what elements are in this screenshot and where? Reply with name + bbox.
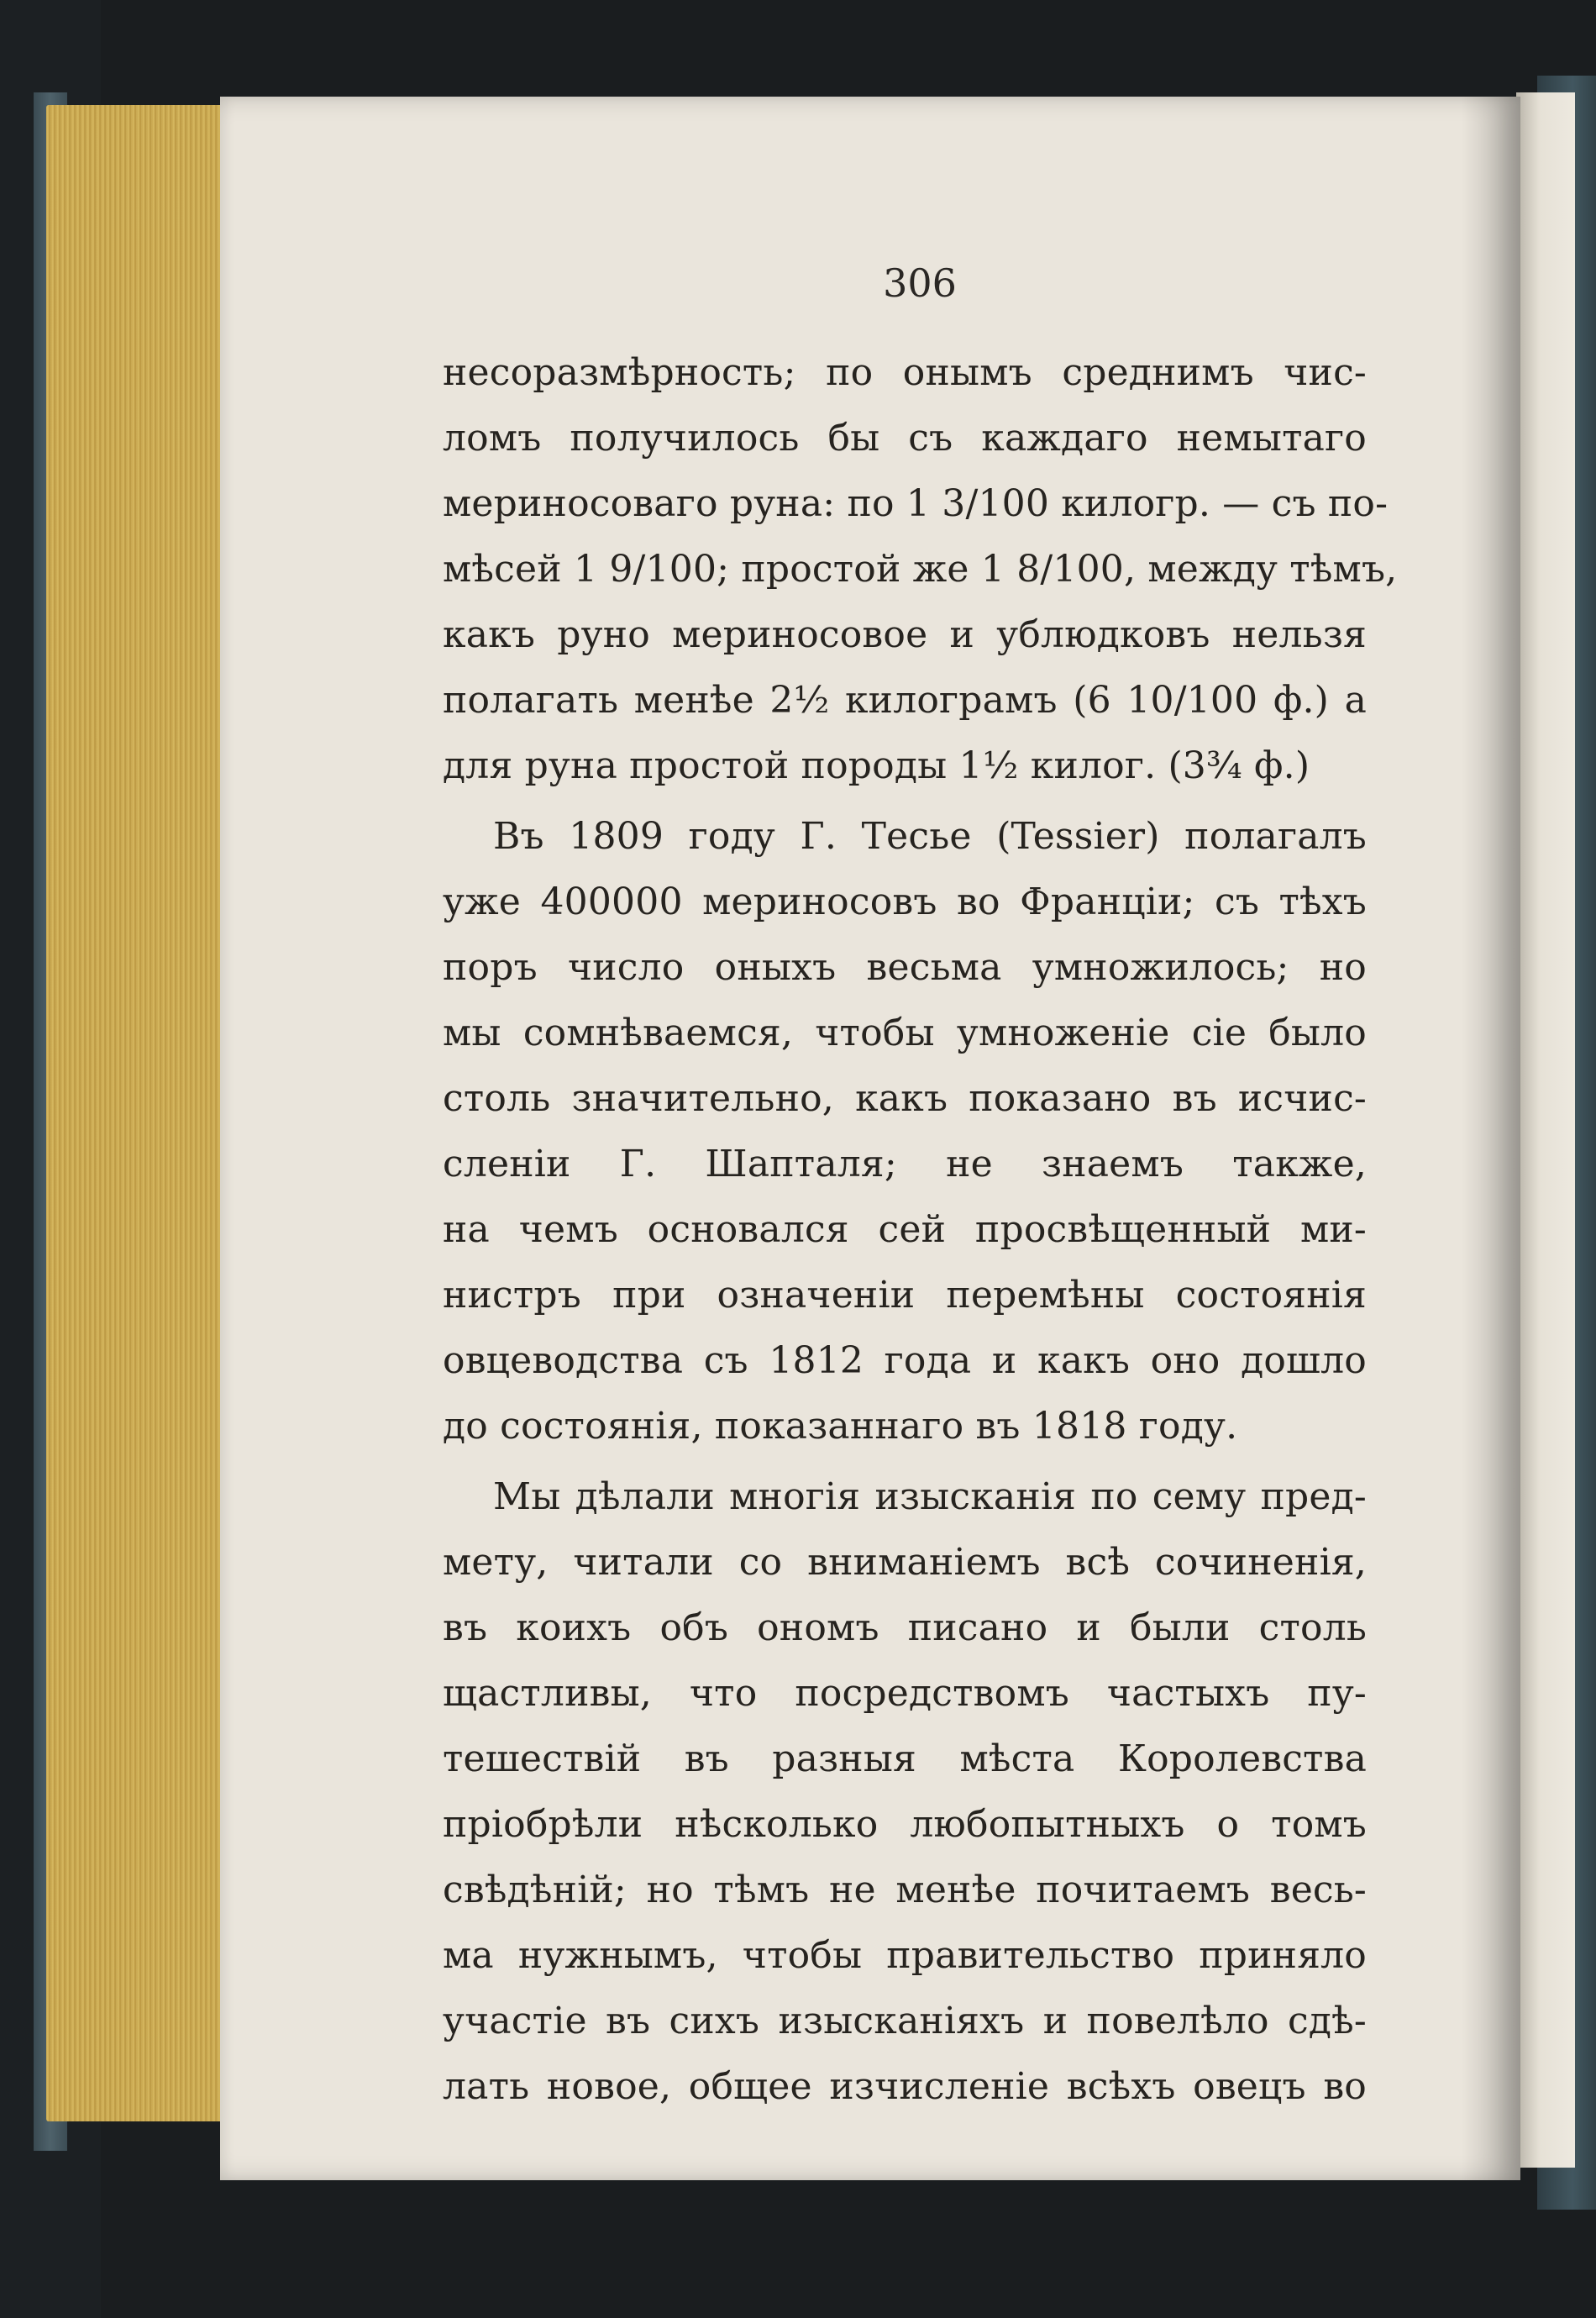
text-line: до состоянія, показаннаго въ 1818 году. <box>443 1405 1238 1448</box>
text-line: несоразмѣрность; по онымъ среднимъ чис- <box>443 351 1367 394</box>
page-edges <box>46 105 227 2121</box>
text-line: ломъ получилось бы съ каждаго немытаго <box>443 417 1367 460</box>
text-line: поръ число оныхъ весьма умножилось; но <box>443 946 1367 989</box>
text-line: полагать менѣе 2½ килограмъ (6 10/100 ф.) а <box>443 679 1367 722</box>
text-line: мериносоваго руна: по 1 3/100 килогр. — съ по- <box>443 482 1389 525</box>
text-line: лать новое, общее изчисленіе всѣхъ овецъ во <box>443 2065 1367 2108</box>
paragraph <box>443 804 1367 1459</box>
text-line: ма нужнымъ, чтобы правительство приняло <box>443 1934 1367 1977</box>
text-line: овцеводства съ 1812 года и какъ оно дошло <box>443 1339 1367 1382</box>
text-line: сленіи Г. Шапталя; не знаемъ также, <box>443 1143 1367 1185</box>
text-line: столь значительно, какъ показано въ исчис- <box>443 1077 1367 1120</box>
text-line: для руна простой породы 1½ килог. (3¾ ф.) <box>443 744 1310 787</box>
text-line: Въ 1809 году Г. Тесье (Tessier) полагалъ <box>493 815 1367 858</box>
facing-page-edge <box>1516 92 1575 2168</box>
paragraph <box>443 340 1398 799</box>
text-line: тешествій въ разныя мѣста Королевства <box>443 1737 1367 1780</box>
text-line: мету, читали со вниманіемъ всѣ сочиненія, <box>443 1541 1367 1584</box>
text-line: уже 400000 мериносовъ во Франціи; съ тѣхъ <box>443 880 1367 923</box>
text-line: на чемъ основался сей просвѣщенный ми- <box>443 1208 1367 1251</box>
text-line: мы сомнѣваемся, чтобы умноженіе сіе было <box>443 1012 1367 1054</box>
text-line: мѣсей 1 9/100; простой же 1 8/100, между тѣмъ, <box>443 548 1398 591</box>
paragraph <box>443 1464 1367 2120</box>
text-line: щастливы, что посредствомъ частыхъ пу- <box>443 1672 1367 1715</box>
text-line: пріобрѣли нѣсколько любопытныхъ о томъ <box>443 1803 1367 1846</box>
text-line: Мы дѣлали многія изысканія по сему пред- <box>493 1475 1367 1518</box>
text-line: свѣдѣній; но тѣмъ не менѣе почитаемъ весь- <box>443 1869 1367 1911</box>
text-line: въ коихъ объ ономъ писано и были столь <box>443 1606 1367 1649</box>
text-line: нистръ при означеніи перемѣны состоянія <box>443 1274 1367 1317</box>
page-text <box>443 340 1398 2120</box>
text-line: какъ руно мериносовое и ублюдковъ нельзя <box>443 613 1367 656</box>
page-number: 306 <box>883 260 957 306</box>
text-line: участіе въ сихъ изысканіяхъ и повелѣло сдѣ- <box>443 2000 1367 2042</box>
spine-shadow <box>1462 97 1520 2180</box>
